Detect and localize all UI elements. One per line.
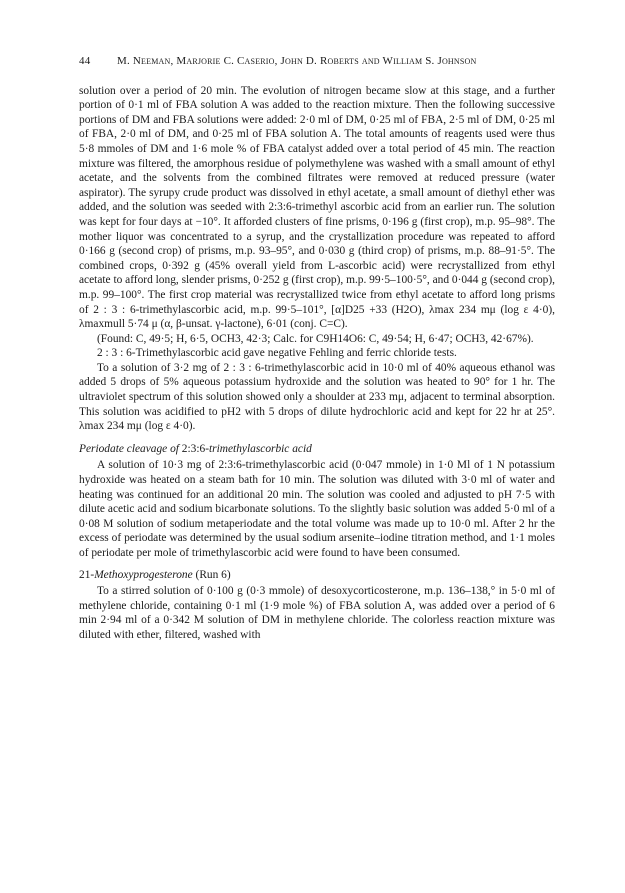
section-title-methoxy-prefix: 21- [79, 568, 95, 581]
paragraph-periodate-procedure: A solution of 10·3 mg of 2:3:6-trimethylascorbic acid (0·047 mmole) in 1·0 Ml of 1 N potassium hydroxide was heated on a steam bath for 10 min. The solution was diluted with 3·0 ml of water and heating was continued for an additional 20 min. The solution was cooled and adjusted to pH 7·5 with dilute acetic acid and sodium bicarbonate solutions. To the slightly basic solution was added 5·0 ml of a 0·08 M solution of sodium metaperiodate and the total volume was made up to 10·0 ml. After 2 hr the excess of periodate was determined by the usual sodium arsenite–iodine titration method, and 1·1 moles of periodate per mole of trimethylascorbic acid were found to have been consumed. [79, 459, 555, 559]
page-number: 44 [79, 55, 91, 67]
section-title-periodate-suffix: -trimethylascorbic acid [205, 442, 312, 455]
paragraph-methoxyprogesterone-procedure: To a stirred solution of 0·100 g (0·3 mmole) of desoxycorticosterone, m.p. 136–138,° in 5·0 ml of methylene chloride, containing 0·1 ml (1·9 mole %) of FBA solution A, was added over a period of 6 min 2·94 ml of a 0·342 M solution of DM in methylene chloride. The colorless reaction mixture was diluted with ether, filtered, washed with [79, 585, 555, 641]
section-title-periodate-cleavage [79, 442, 555, 457]
running-header-authors: M. Neeman, Marjorie C. Caserio, John D. Roberts and William S. Johnson [117, 55, 477, 67]
section-title-methoxy-main: Methoxyprogesterone [94, 568, 193, 581]
section-title-periodate-prefix: Periodate cleavage of [79, 442, 182, 455]
paragraph-1: solution over a period of 20 min. The evolution of nitrogen became slow at this stage, and a further portion of 0·1 ml of FBA solution A was added to the reaction mixture. Then the following successive portions of DM and FBA solutions were added: 2·0 ml of DM, 0·25 ml of FBA, 2·5 ml of DM, 0·25 ml of FBA, 2·0 ml of DM, and 0·25 ml of FBA solution A. The total amounts of reagents used were thus 5·8 mmoles of DM and 1·6 mole % of FBA catalyst added over a total period of 45 min. The reaction mixture was filtered, the amorphous residue of polymethylene was washed with a small amount of ethyl acetate, and the solvents from the combined filtrates were removed at reduced pressure (water aspirator). The syrupy crude product was dissolved in ethyl acetate, a small amount of diethyl ether was added, and the solution was seeded with 2:3:6-trimethyl ascorbic acid from an earlier run. The solution was kept for four days at −10°. It afforded clusters of fine prisms, 0·196 g (first crop), m.p. 95–98°. The mother liquor was concentrated to a syrup, and the crystallization procedure was repeated to afford 0·166 g (second crop) of prisms, m.p. 93–95°, and 0·030 g (third crop) of prisms, m.p. 88–91·5°. The combined crops, 0·392 g (45% overall yield from L-ascorbic acid) were recrystallized from ethyl acetate to afford long, slender prisms, 0·252 g (first crop), m.p. 99·5–100·5°, and 0·044 g (second crop), m.p. 99–100°. The first crop material was recrystallized twice from ethyl acetate to afford long prisms of 2 : 3 : 6-trimethylascorbic acid, m.p. 99·5–101°, [α]D25 +33 (H2O), λmax 234 mμ (log ε 4·0), λmaxmull 5·74 μ (α, β-unsat. γ-lactone), 6·01 (conj. C=C). [79, 84, 555, 331]
section-title-methoxyprogesterone [79, 568, 555, 583]
page-body [79, 54, 555, 643]
paragraph-found-analysis: (Found: C, 49·5; H, 6·5, OCH3, 42·3; Calc. for C9H14O6: C, 49·54; H, 6·47; OCH3, 42·67%). [97, 332, 534, 345]
paragraph-uv-spectrum: To a solution of 3·2 mg of 2 : 3 : 6-trimethylascorbic acid in 10·0 ml of 40% aqueous ethanol was added 5 drops of 5% aqueous potassium hydroxide and the solution was heated to 90° for 1 hr. The ultraviolet spectrum of this solution showed only a shoulder at 233 mμ, adjacent to terminal absorption. This solution was acidified to pH2 with 5 drops of dilute hydrochloric acid and kept for 22 hr at 25°. λmax 234 mμ (log ε 4·0). [79, 361, 555, 433]
section-title-periodate-compound: 2:3:6 [181, 442, 206, 455]
paragraph-tests: 2 : 3 : 6-Trimethylascorbic acid gave negative Fehling and ferric chloride tests. [97, 347, 457, 360]
running-header [79, 54, 555, 69]
section-title-methoxy-suffix: (Run 6) [192, 568, 231, 581]
